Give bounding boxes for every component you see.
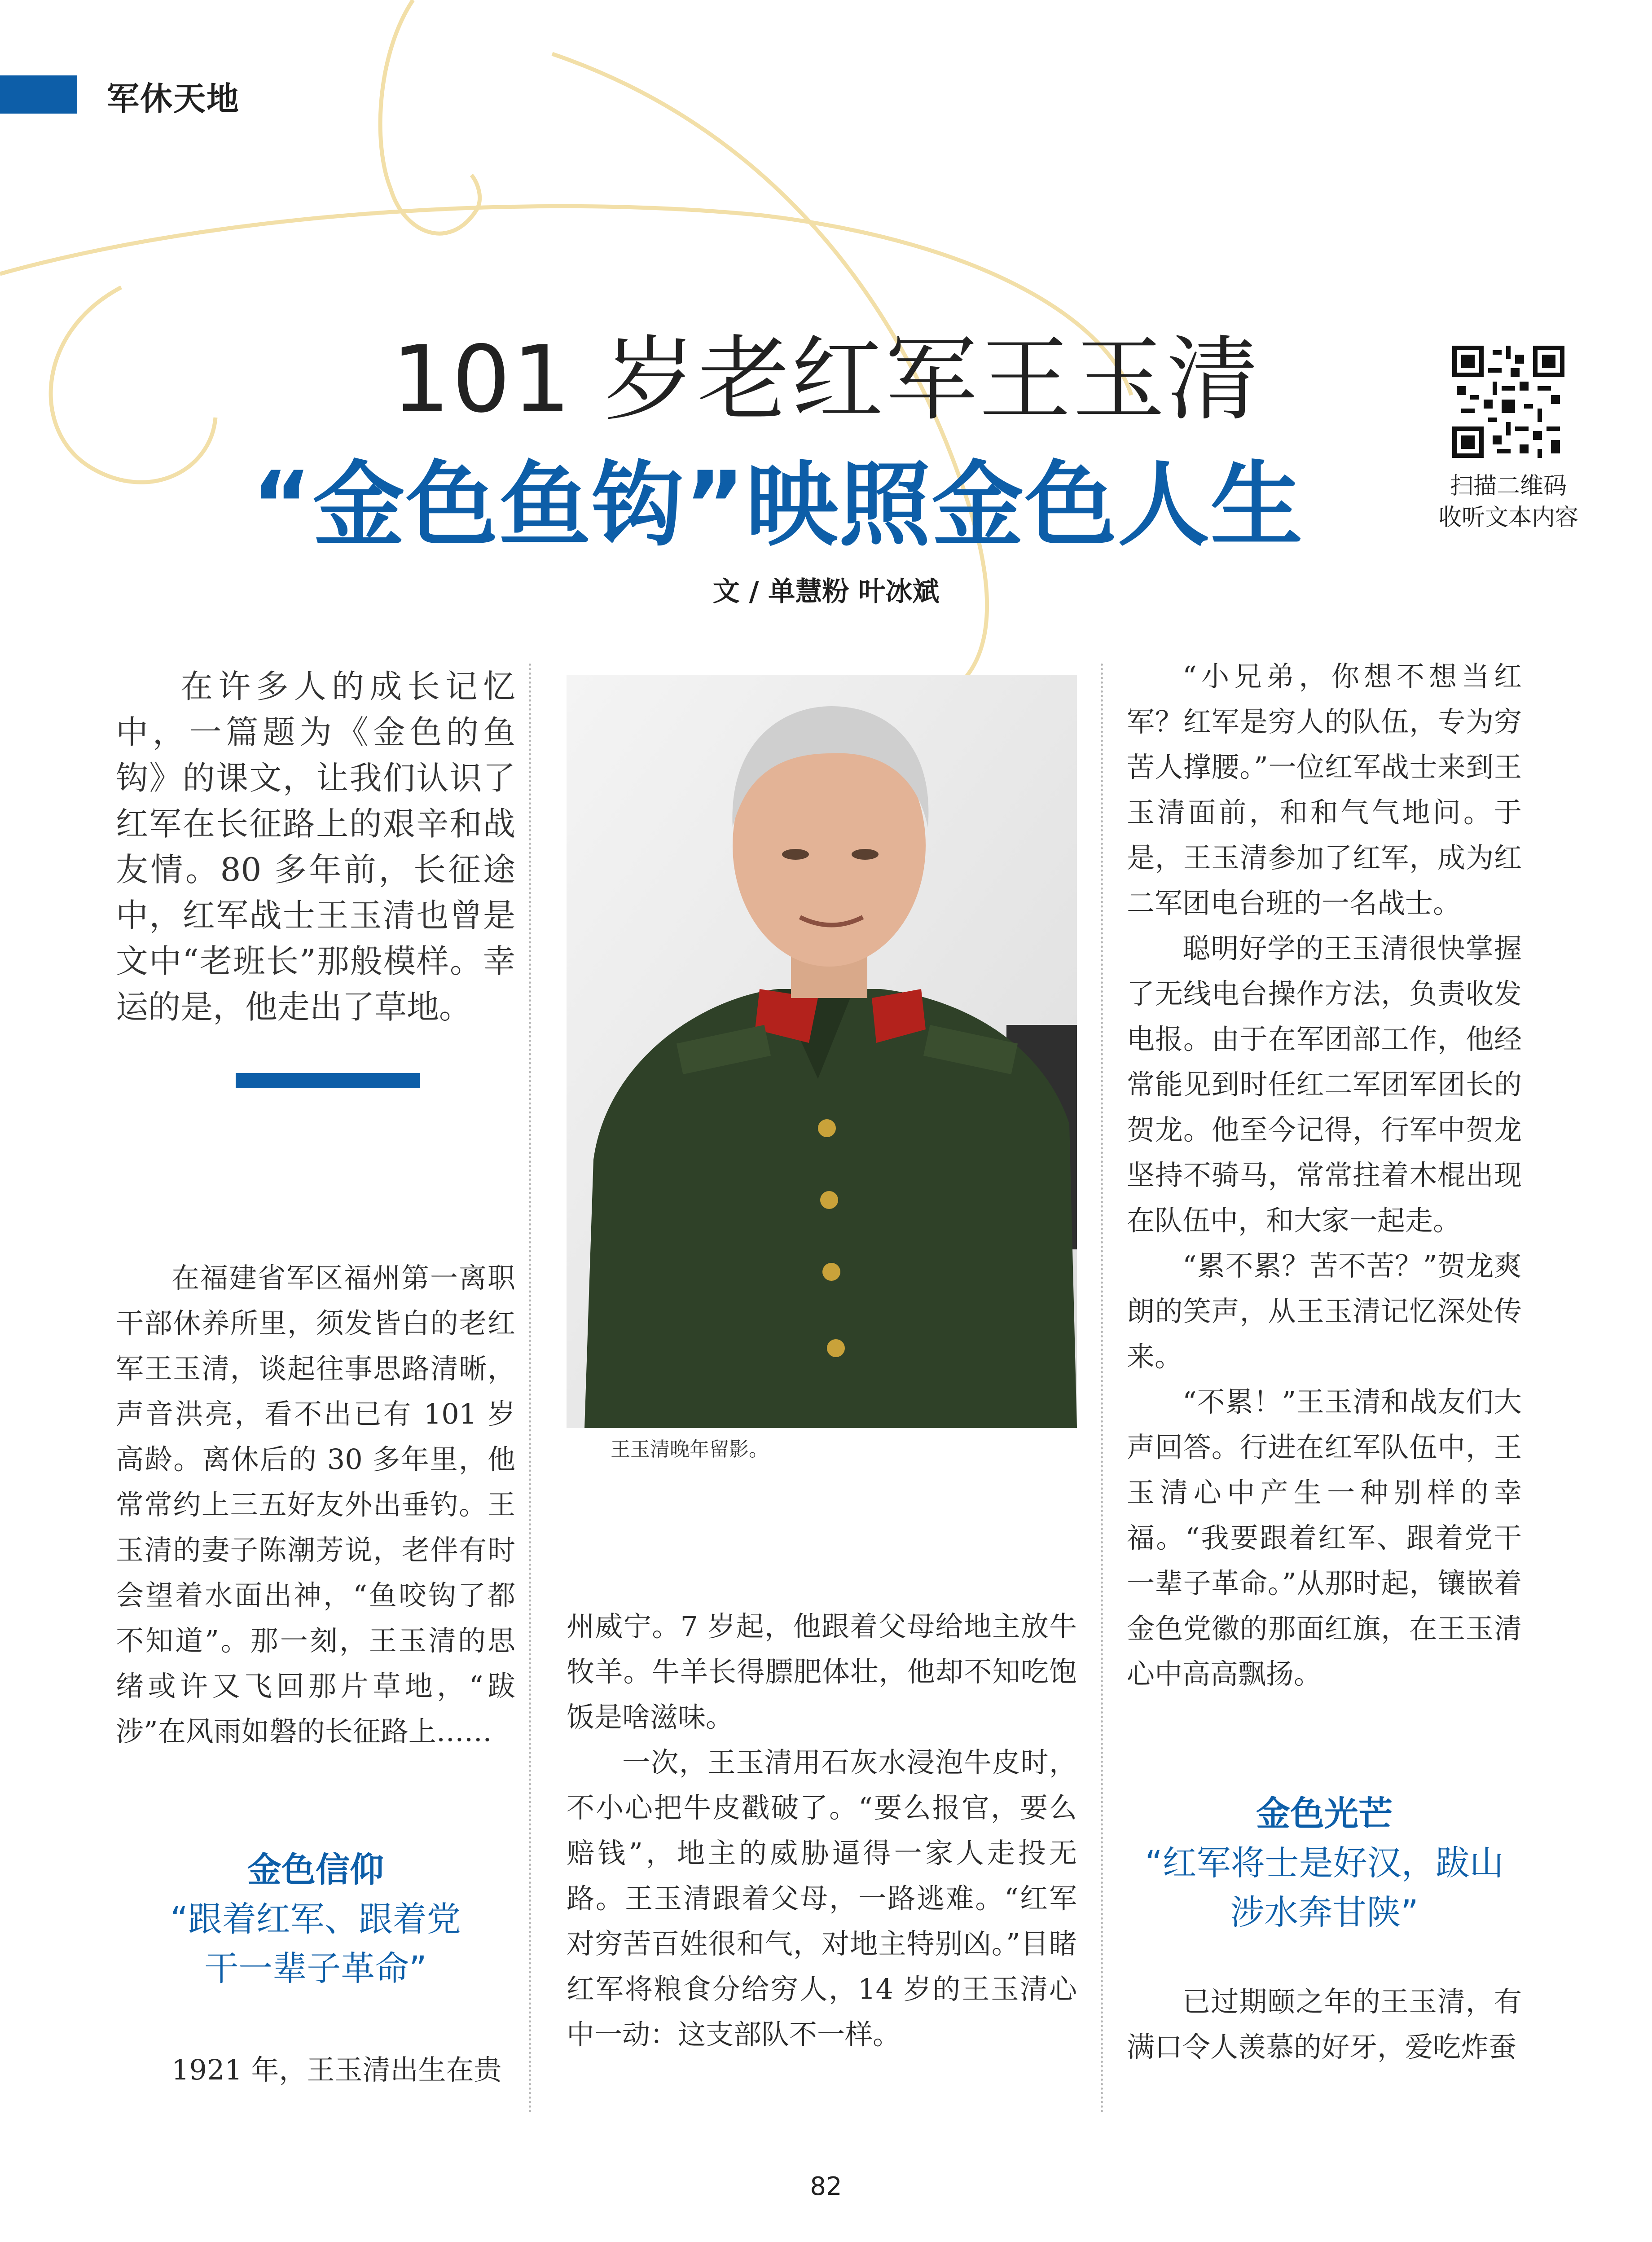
- qr-code-icon[interactable]: [1452, 346, 1564, 458]
- qr-caption-line1: 扫描二维码: [1450, 473, 1567, 500]
- subheading-golden-faith: [116, 1845, 515, 1993]
- article-title: 101 岁老红军王玉清: [391, 326, 1261, 433]
- subheading-golden-light: [1109, 1789, 1540, 1937]
- body-paragraph: “不累！”王玉清和战友们大声回答。行进在红军队伍中，王玉清心中产生一种别样的幸福。“我要跟着红军、跟着党干一辈子革命。”从那时起，镶嵌着金色党徽的那面红旗，在王玉清心中高高飘扬。: [1127, 1385, 1522, 1690]
- body-paragraph: 一次，王玉清用石灰水浸泡牛皮时，不小心把牛皮戳破了。“要么报官，要么赔钱”，地主的威胁逼得一家人走投无路。王玉清跟着父母，一路逃难。“红军对穷苦百姓很和气，对地主特别凶。”目睹红军将粮食分给穷人，14 岁的王玉清心中一动：这支部队不一样。: [567, 1746, 1077, 2051]
- subheading-title: 金色信仰: [247, 1850, 384, 1890]
- column-divider-left: [529, 664, 531, 2114]
- left-column-tail: [116, 2047, 515, 2093]
- body-paragraph-continued: 州威宁。7 岁起，他跟着父母给地主放牛牧羊。牛羊长得膘肥体壮，他却不知吃饱饭是啥滋味。: [567, 1610, 1077, 1733]
- middle-column-body: [567, 1604, 1077, 2057]
- subheading-quote-line2: 涉水奔甘陕”: [1230, 1892, 1419, 1932]
- body-paragraph: 在福建省军区福州第一离职干部休养所里，须发皆白的老红军王玉清，谈起往事思路清晰，声音洪亮，看不出已有 101 岁高龄。离休后的 30 多年里，他常常约上三五好友外出垂钓。王玉清的妻子陈潮芳说，老伴有时会望着水面出神，“鱼咬钩了都不知道”。那一刻，王玉清的思绪或许又飞回那片草地，“跋涉”在风雨如磐的长征路上……: [116, 1262, 515, 1748]
- qr-caption-line2: 收听文本内容: [1438, 504, 1578, 531]
- left-column-body: [116, 1255, 515, 1754]
- body-paragraph: “累不累？苦不苦？”贺龙爽朗的笑声，从王玉清记忆深处传来。: [1127, 1249, 1522, 1373]
- portrait-illustration: [567, 675, 1077, 1428]
- right-column-body: [1127, 654, 1522, 1697]
- subheading-quote-line1: “跟着红军、跟着党: [170, 1899, 461, 1939]
- byline: 文 / 单慧粉 叶冰斌: [712, 576, 940, 607]
- portrait-photo: [567, 675, 1077, 1428]
- page-number: 82: [810, 2172, 842, 2201]
- intro-rule: [236, 1073, 420, 1088]
- right-column-tail: [1127, 1979, 1522, 2070]
- subheading-quote-line2: 干一辈子革命”: [204, 1948, 427, 1988]
- body-paragraph: 已过期颐之年的王玉清，有满口令人羡慕的好牙，爱吃炸蚕: [1127, 1985, 1522, 2063]
- section-color-bar: [0, 75, 77, 114]
- column-divider-right: [1101, 664, 1103, 2114]
- qr-caption: [1423, 470, 1594, 533]
- article-subtitle: “金色鱼钩”映照金色人生: [251, 452, 1304, 559]
- subheading-title: 金色光芒: [1256, 1794, 1393, 1833]
- subheading-quote-line1: “红军将士是好汉，跋山: [1145, 1843, 1504, 1883]
- body-paragraph: 聪明好学的王玉清很快掌握了无线电台操作方法，负责收发电报。由于在军团部工作，他经常能见到时任红二军团军团长的贺龙。他至今记得，行军中贺龙坚持不骑马，常常拄着木棍出现在队伍中，和大家一起走。: [1127, 932, 1522, 1237]
- body-paragraph: “小兄弟，你想不想当红军？红军是穷人的队伍，专为穷苦人撑腰。”一位红军战士来到王玉清面前，和和气气地问。于是，王玉清参加了红军，成为红二军团电台班的一名战士。: [1127, 660, 1522, 919]
- photo-caption: 王玉清晚年留影。: [611, 1438, 769, 1461]
- section-label: 军休天地: [107, 80, 240, 118]
- body-paragraph: 1921 年，王玉清出生在贵: [171, 2053, 502, 2086]
- intro-paragraph: 在许多人的成长记忆中，一篇题为《金色的鱼钩》的课文，让我们认识了红军在长征路上的艰辛和战友情。80 多年前，长征途中，红军战士王玉清也曾是文中“老班长”那般模样。幸运的是，他走出了草地。: [116, 668, 515, 1026]
